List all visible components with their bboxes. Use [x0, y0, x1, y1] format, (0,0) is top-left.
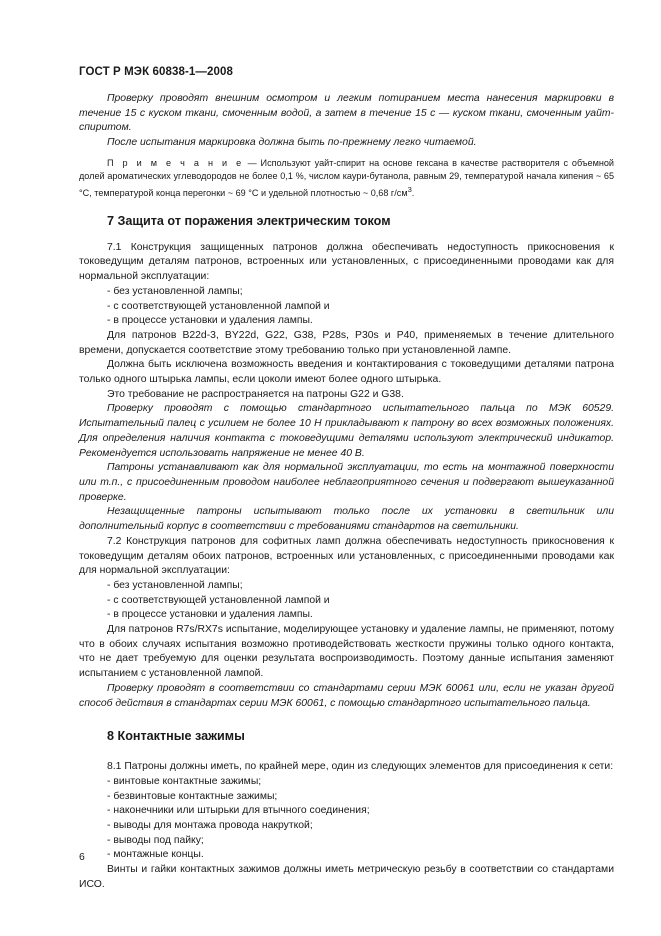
section-7-heading: 7 Защита от поражения электрическим током	[107, 213, 391, 228]
section-8-heading: 8 Контактные зажимы	[107, 729, 245, 744]
list-item: - без установленной лампы;	[107, 579, 243, 591]
paragraph-marking-check: Проверку проводят внешним осмотром и легким потиранием места нанесения маркировки в течение 15 с куском ткани, смоченным водой, а затем в течение 15 с — куском ткани, смоченным уайт-спиритом.	[79, 93, 614, 134]
paragraph-b22-holders: Для патронов B22d-3, BY22d, G22, G38, P28s, P30s и P40, применяемых в течение длительного времени, допускается соответствие этому требованию только при установленной лампе.	[79, 329, 614, 356]
paragraph-r7s-holders: Для патронов R7s/RX7s испытание, моделирующее установку и удаление лампы, не применяют, потому что в обоих случаях испытания возможно противодействовать жесткости пружины только одного контакта, что не дает требуемую для оценки результата воспроизводимость. Поэтому данные испытания заменяют испытанием с установленной лампой.	[79, 624, 614, 680]
note-end: .	[411, 188, 415, 199]
paragraph-test-finger-check: Проверку проводят с помощью стандартного испытательного пальца по МЭК 60529. Испытательный палец с усилием не более 10 Н прикладывают к патрону во всех возможных положениях. Для определения наличия контакта с токоведущими деталями используют электрический индикатор. Рекомендуется использовать напряжение не менее 40 В.	[79, 403, 614, 459]
paragraph-metric-thread: Винты и гайки контактных зажимов должны иметь метрическую резьбу в соответствии со стандартами ИСО.	[79, 864, 614, 890]
note-label: П р и м е ч а н и е	[107, 157, 244, 168]
note-superscript: 3	[407, 185, 412, 195]
list-item: - в процессе установки и удаления лампы.	[107, 315, 313, 327]
list-item: - наконечники или штырьки для втычного соединения;	[107, 805, 370, 817]
clause-8-1: 8.1 Патроны должны иметь, по крайней мере, один из следующих элементов для присоединения к сети:	[107, 761, 614, 773]
list-item: - в процессе установки и удаления лампы.	[107, 609, 313, 621]
paragraph-unprotected-holders: Незащищенные патроны испытывают только после их установки в светильник или дополнительный корпус в соответствии с требованиями стандартов на светильники.	[79, 506, 614, 533]
clause-7-1: 7.1 Конструкция защищенных патронов должна обеспечивать недоступность прикосновения к токоведущим деталям патронов, встроенных или установленных, с присоединенными проводами как для нормальной эксплуатации:	[79, 241, 614, 283]
document-header: ГОСТ Р МЭК 60838-1—2008	[79, 66, 233, 78]
list-item: - выводы под пайку;	[107, 834, 204, 846]
paragraph-g22-exception: Это требование не распространяется на патроны G22 и G38.	[107, 388, 404, 400]
paragraph-installation: Патроны устанавливают как для нормальной эксплуатации, то есть на монтажной поверхности или т.п., с присоединенным проводом наиболее неблагоприятного сечения и подвергают вышеуказанной проверке.	[79, 462, 614, 503]
list-item: - без установленной лампы;	[107, 285, 243, 297]
page-number: 6	[79, 852, 85, 863]
note-paragraph	[79, 157, 614, 201]
page-content	[79, 92, 614, 893]
list-item: - винтовые контактные зажимы;	[107, 775, 262, 787]
list-item: - монтажные концы.	[107, 849, 204, 861]
list-item: - безвинтовые контактные зажимы;	[107, 790, 278, 802]
list-item: - с соответствующей установленной лампой и	[107, 594, 330, 606]
paragraph-after-test: После испытания маркировка должна быть по-прежнему легко читаемой.	[107, 137, 477, 149]
paragraph-single-pin-contact: Должна быть исключена возможность введения и контактирования с токоведущими деталями патрона только одного штырька лампы, если цоколи имеют более одного штырька.	[79, 359, 614, 386]
list-item: - выводы для монтажа провода накруткой;	[107, 820, 313, 832]
list-item: - с соответствующей установленной лампой и	[107, 300, 330, 312]
clause-7-2: 7.2 Конструкция патронов для софитных ламп должна обеспечивать недоступность прикосновения к токоведущим деталям обоих патронов, встроенных или установленных, с присоединенными проводами как для нормальной эксплуатации:	[79, 535, 614, 577]
paragraph-iec60061-check: Проверку проводят в соответствии со стандартами серии МЭК 60061 или, если не указан другой способ действия в стандартах серии МЭК 60061, с помощью стандартного испытательного пальца.	[79, 682, 614, 709]
note-text: — Используют уайт-спирит на основе гексана в качестве растворителя с объемной долей ароматических углеводородов не более 0,1 %, числом каури-бутанола, равным 29, температурой начала кипения ~ 65 °С, температурой конца перегонки ~ 69 °С и удельной плотностью ~ 0,68 г/см	[79, 157, 615, 199]
